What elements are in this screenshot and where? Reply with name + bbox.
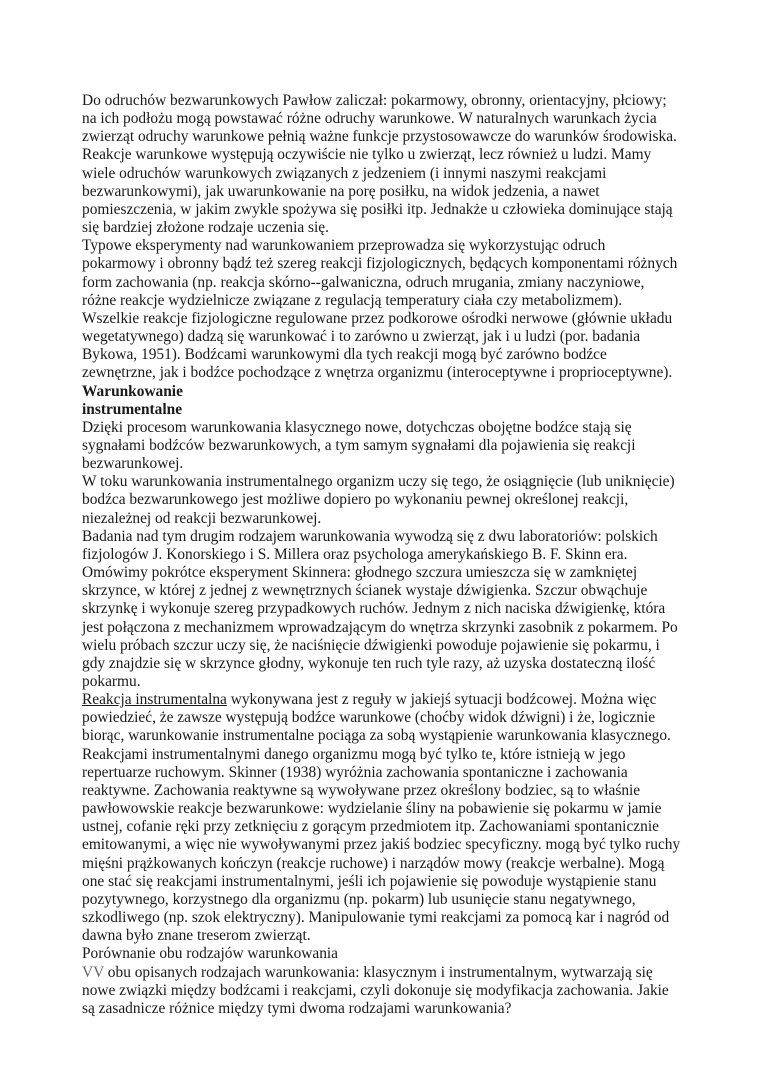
paragraph-comparison — [82, 964, 682, 1018]
heading-instrumental-line2: instrumentalne — [82, 400, 183, 418]
paragraph-comparison-text: obu opisanych rodzajach warunkowania: klasycznym i instrumentalnym, wytwarzają się nowe związki między bodźcami i reakcjami, czyli dokonuje się modyfikacja zachowania. Jakie są zasadnicze różnice między tymi dwoma rodzajami warunkowania? — [82, 963, 669, 1017]
paragraph-comparison-lead: VV — [82, 963, 104, 981]
paragraph-experiments: Typowe eksperymenty nad warunkowaniem przeprowadza się wykorzystując odruch pokarmowy i obronny bądź też szereg reakcji fizjologicznych, będących komponentami różnych form zachowania (np. reakcja skórno--galwaniczna, odruch mrugania, zmiany naczyniowe, różne reakcje wydzielnicze związane z regulacją temperatury ciała czy metabolizmem). Wszelkie reakcje fizjologiczne regulowane przez podkorowe ośrodki nerwowe (głównie układu wegetatywnego) dadzą się warunkować i to zarówno u zwierząt, jak i u ludzi (por. badania Bykowa, 1951). Bodźcami warunkowymi dla tych reakcji mogą być zarówno bodźce zewnętrzne, jak i bodźce pochodzące z wnętrza organizmu (interoceptywne i proprioceptywne). — [82, 237, 678, 382]
paragraph-skinner-experiment: Omówimy pokrótce eksperyment Skinnera: głodnego szczura umieszcza się w zamkniętej skrzynce, w której z jednej z wewnętrznych ścianek wystaje dźwigienka. Szczur obwąchuje skrzynkę i wykonuje szereg przypadkowych ruchów. Jednym z nich naciska dźwigienkę, która jest połączona z mechanizmem wprowadzającym do wnętrza skrzynki zasobnik z pokarmem. Po wielu próbach szczur uczy się, że naciśnięcie dźwigienki powoduje pojawienie się pokarmu, i gdy znajdzie się w skrzynce głodny, wykonuje ten ruch tyle razy, aż uzyska dostateczną ilość pokarmu. — [82, 564, 678, 690]
paragraph-laboratories: Badania nad tym drugim rodzajem warunkowania wywodzą się z dwu laboratoriów: polskich fizjologów J. Konorskiego i S. Millera oraz psychologa amerykańskiego B. F. Skinn era. — [82, 527, 658, 563]
heading-instrumental — [82, 383, 682, 419]
document-page — [82, 92, 682, 1018]
paragraph-classical-conditioning: Dzięki procesom warunkowania klasycznego nowe, dotychczas obojętne bodźce stają się sygnałami bodźców bezwarunkowych, a tym samym sygnałami dla pojawienia się reakcji bezwarunkowej. — [82, 418, 636, 473]
paragraph-instrumental-reaction — [82, 691, 682, 945]
heading-comparison: Porównanie obu rodzajów warunkowania — [82, 945, 339, 963]
paragraph-instrumental-reaction-text: wykonywana jest z reguły w jakiejś sytuacji bodźcowej. Można więc powiedzieć, że zawsze występują bodźce warunkowe (choćby widok dźwigni) i że, logicznie biorąc, warunkowanie instrumentalne pociąga za sobą wystąpienie warunkowania klasycznego. Reakcjami instrumentalnymi danego organizmu mogą być tylko te, które istnieją w jego repertuarze ruchowym. Skinner (1938) wyróżnia zachowania spontaniczne i zachowania reaktywne. Zachowania reaktywne są wywoływane przez określony bodziec, są to właśnie pawłowowskie reakcje bezwarunkowe: wydzielanie śliny na pobawienie się pokarmu w jamie ustnej, cofanie ręki przy zetknięciu z gorącym przedmiotem itp. Zachowaniami spontanicznie emitowanymi, a więc nie wywoływanymi przez jakiś bodziec specyficzny. mogą być tylko ruchy mięśni prążkowanych kończyn (reakcje ruchowe) i narządów mowy (reakcje werbalne). Mogą one stać się reakcjami instrumentalnymi, jeśli ich pojawienie się powoduje wystąpienie stanu pozytywnego, korzystnego dla organizmu (np. pokarm) lub usunięcie stanu negatywnego, szkodliwego (np. szok elektryczny). Manipulowanie tymi reakcjami za pomocą kar i nagród od dawna było znane treserom zwierząt. — [82, 691, 681, 945]
heading-instrumental-line1: Warunkowanie — [82, 382, 183, 400]
paragraph-instrumental-learning: W toku warunkowania instrumentalnego organizm uczy się tego, że osiągnięcie (lub uniknięcie) bodźca bezwarunkowego jest możliwe dopiero po wykonaniu pewnej określonej reakcji, niezależnej od reakcji bezwarunkowej. — [82, 473, 675, 527]
paragraph-reflexes: Do odruchów bezwarunkowych Pawłow zaliczał: pokarmowy, obronny, orientacyjny, płciowy; na ich podłożu mogą powstawać różne odruchy warunkowe. W naturalnych warunkach życia zwierząt odruchy warunkowe pełnią ważne funkcje przystosowawcze do warunków środowiska. Reakcje warunkowe występują oczywiście nie tylko u zwierząt, lecz również u ludzi. Mamy wiele odruchów warunkowych związanych z jedzeniem (i innymi naszymi reakcjami bezwarunkowymi), jak uwarunkowanie na porę posiłku, na widok jedzenia, a nawet pomieszczenia, w jakim zwykle spożywa się posiłki itp. Jednakże u człowieka dominujące stają się bardziej złożone rodzaje uczenia się. — [82, 92, 677, 237]
term-instrumental-reaction: Reakcja instrumentalna — [82, 691, 227, 709]
